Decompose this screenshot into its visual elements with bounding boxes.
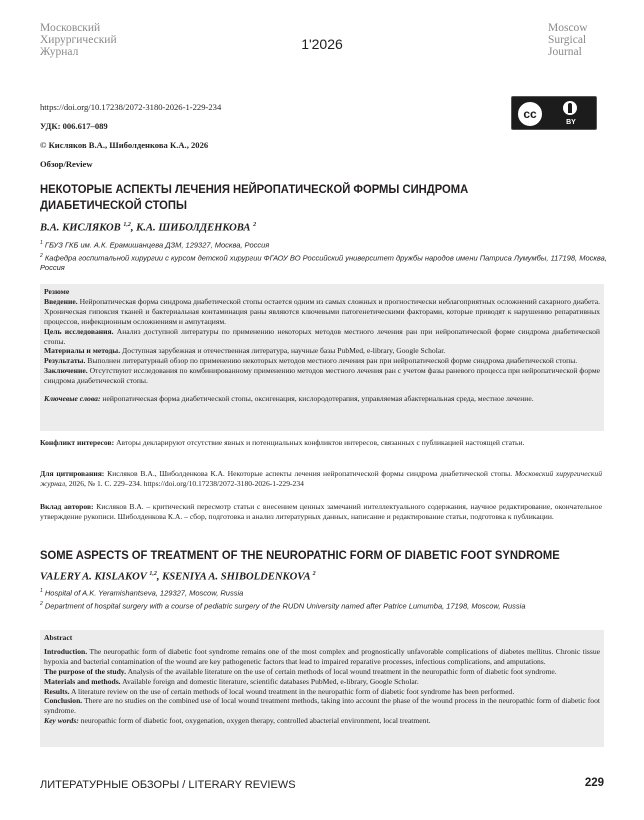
affiliations-en bbox=[40, 586, 610, 611]
citation: Для цитирования: Кисляков В.А., Шиболденкова К.А. Некоторые аспекты лечения нейропатической формы синдрома диабетической стопы. Московский хирургический журнал, 2026, № 1. С. 229–234. https://doi.org/10.17238/2072-3180-2026-1-229-234 bbox=[40, 469, 603, 488]
author-2-ru-sup: 2 bbox=[253, 222, 257, 228]
doi-link[interactable]: https://doi.org/10.17238/2072-3180-2026-1-229-234 bbox=[40, 102, 222, 112]
conflict-of-interest: Конфликт интересов: Авторы декларируют отсутствие явных и потенциальных конфликтов интересов, связанных с публикацией настоящей статьи. bbox=[40, 438, 525, 447]
authors-en: VALERY A. KISLAKOV $^{1,2}$, KSENIYA A. SHIBOLDENKOVA $^2$ bbox=[40, 571, 316, 583]
author-2-en: KSENIYA A. SHIBOLDENKOVA bbox=[162, 571, 310, 583]
abstract-heading-ru: Резюме bbox=[44, 287, 70, 296]
affiliation-1-ru: $^1$ ГБУЗ ГКБ им. А.К. Ерамишанцева ДЗМ, 129327, Москва, Россия bbox=[40, 240, 270, 250]
affiliation-1-en: $^1$ Hospital of A.K. Yeramishantseva, 129327, Moscow, Russia bbox=[40, 588, 244, 598]
author-2-ru: К.А. ШИБОЛДЕНКОВА bbox=[136, 222, 251, 234]
methods-en: Materials and methods. Available foreign and domestic literature, scientific databases PubMed, e-library, Google Scholar. bbox=[44, 676, 419, 686]
keywords-ru: Ключевые слова: нейропатическая форма диабетической стопы, оксигенация, кислородотерапия, управляемая абактериальная среда, местное лечение. bbox=[44, 394, 534, 404]
logo-ru-line-3: Журнал bbox=[40, 46, 79, 58]
conclusion-en: Conclusion. There are no studies on the combined use of local wound treatment methods, taking into account the phase of the wound process in the neuropathic form of diabetic foot syndrome. bbox=[44, 696, 601, 716]
udc-code: УДК: 006.617–089 bbox=[40, 121, 108, 131]
attribution-person-icon bbox=[561, 99, 579, 117]
logo-ru-line-2: Хирургический bbox=[40, 34, 117, 46]
section-name: ЛИТЕРАТУРНЫЕ ОБЗОРЫ / LITERARY REVIEWS bbox=[40, 779, 296, 791]
article-title-en: SOME ASPECTS OF TREATMENT OF THE NEUROPATHIC FORM OF DIABETIC FOOT SYNDROME bbox=[40, 548, 560, 562]
article-title-ru: НЕКОТОРЫЕ АСПЕКТЫ ЛЕЧЕНИЯ НЕЙРОПАТИЧЕСКОЙ ФОРМЫ СИНДРОМА ДИАБЕТИЧЕСКОЙ СТОПЫ bbox=[40, 182, 469, 212]
article-meta bbox=[40, 100, 221, 176]
author-1-ru: В.А. КИСЛЯКОВ bbox=[40, 222, 121, 234]
aim-en: The purpose of the study. Analysis of the available literature on the use of certain methods of local wound treatment in the neuropathic form of diabetic foot syndrome. bbox=[44, 666, 557, 676]
intro-en: Introduction. The neuropathic form of diabetic foot syndrome remains one of the most complex and prognostically unfavorable complications of diabetes mellitus. Chronic tissue hypoxia and bacterial contamination of the wound are key pathogenetic factors that lead to impaired reparative processes, infectious complications, and amputations. bbox=[44, 646, 601, 666]
logo-en-line-1: Moscow bbox=[548, 22, 588, 34]
affiliation-2-ru: $^2$ Кафедра госпитальной хирургии с курсом детской хирургии ФГАОУ ВО Российский университет дружбы народов имени Патриса Лумумбы, 117198, Москва, Россия bbox=[40, 252, 607, 272]
by-label: BY bbox=[566, 119, 576, 126]
article-type: Обзор/Review bbox=[40, 159, 93, 169]
intro-ru: Введение. Нейропатическая форма синдрома диабетической стопы остается одним из самых сложных и прогностически неблагоприятных осложнений сахарного диабета. Хроническая гипоксия тканей и бактериальная контаминация раны являются ключевыми патогенетическими факторами, которые приводят к нарушению репаративных процессов, инфекционным осложнениям и ампутациям. bbox=[44, 296, 600, 326]
author-contributions: Вклад авторов: Кисляков В.А. – критический пересмотр статьи с внесением ценных замечаний интеллектуального содержания, научное редактирование, окончательное утверждение рукописи. Шиболденкова К.А. – сбор, подготовка и анализ литературных данных, написание и редактирование статьи, подготовка к публикации. bbox=[40, 502, 602, 521]
keywords-en: Key words: neuropathic form of diabetic foot, oxygenation, oxygen therapy, controlled abacterial environment, local treatment. bbox=[44, 716, 431, 726]
journal-logo-en bbox=[548, 22, 608, 58]
cc-by-license-badge[interactable] bbox=[511, 96, 597, 130]
copyright: © Кисляков В.А., Шиболденкова К.А., 2026 bbox=[40, 140, 209, 150]
abstract-en bbox=[40, 630, 604, 747]
conclusion-ru: Заключение. Отсутствуют исследования по комбинированному применению методов местного лечения ран с учетом фазы раневого процесса при нейропатической форме синдрома диабетической стопы. bbox=[44, 366, 600, 386]
affiliations-ru bbox=[40, 238, 610, 273]
abstract-heading-en: Abstract bbox=[44, 633, 73, 642]
cc-icon: cc bbox=[516, 100, 544, 128]
author-1-en: VALERY A. KISLAKOV bbox=[40, 571, 147, 583]
page-number: 229 bbox=[584, 777, 604, 789]
authors-ru: В.А. КИСЛЯКОВ $^{1,2}$, К.А. ШИБОЛДЕНКОВА $^2$ bbox=[40, 222, 257, 234]
author-1-en-sup: 1,2 bbox=[149, 571, 157, 577]
author-1-ru-sup: 1,2 bbox=[123, 222, 131, 228]
author-2-en-sup: 2 bbox=[312, 571, 316, 577]
logo-en-line-3: Journal bbox=[548, 46, 582, 58]
issue-number: 1'2026 bbox=[301, 36, 343, 52]
results-ru: Результаты. Выполнен литературный обзор по применению некоторых методов местного лечения ран при нейропатической форме синдрома диабетической стопы. bbox=[44, 356, 578, 366]
affiliation-2-en: $^2$ Department of hospital surgery with a course of pediatric surgery of the RUDN University named after Patrice Lumumba, 17198, Moscow, Russia bbox=[40, 600, 526, 610]
results-en: Results. A literature review on the use of certain methods of local wound treatment in the neuropathic form of diabetic foot syndrome has been performed. bbox=[44, 686, 515, 696]
abstract-ru bbox=[40, 284, 604, 431]
logo-en-line-2: Surgical bbox=[548, 34, 587, 46]
aim-ru: Цель исследования. Анализ доступной литературы по применению некоторых методов местного лечения ран при нейропатической форме синдрома диабетической стопы. bbox=[44, 326, 600, 346]
methods-ru: Материалы и методы. Доступная зарубежная и отечественная литература, научные базы PubMed, e-library, Google Scholar. bbox=[44, 346, 446, 356]
logo-ru-line-1: Московский bbox=[40, 22, 101, 34]
